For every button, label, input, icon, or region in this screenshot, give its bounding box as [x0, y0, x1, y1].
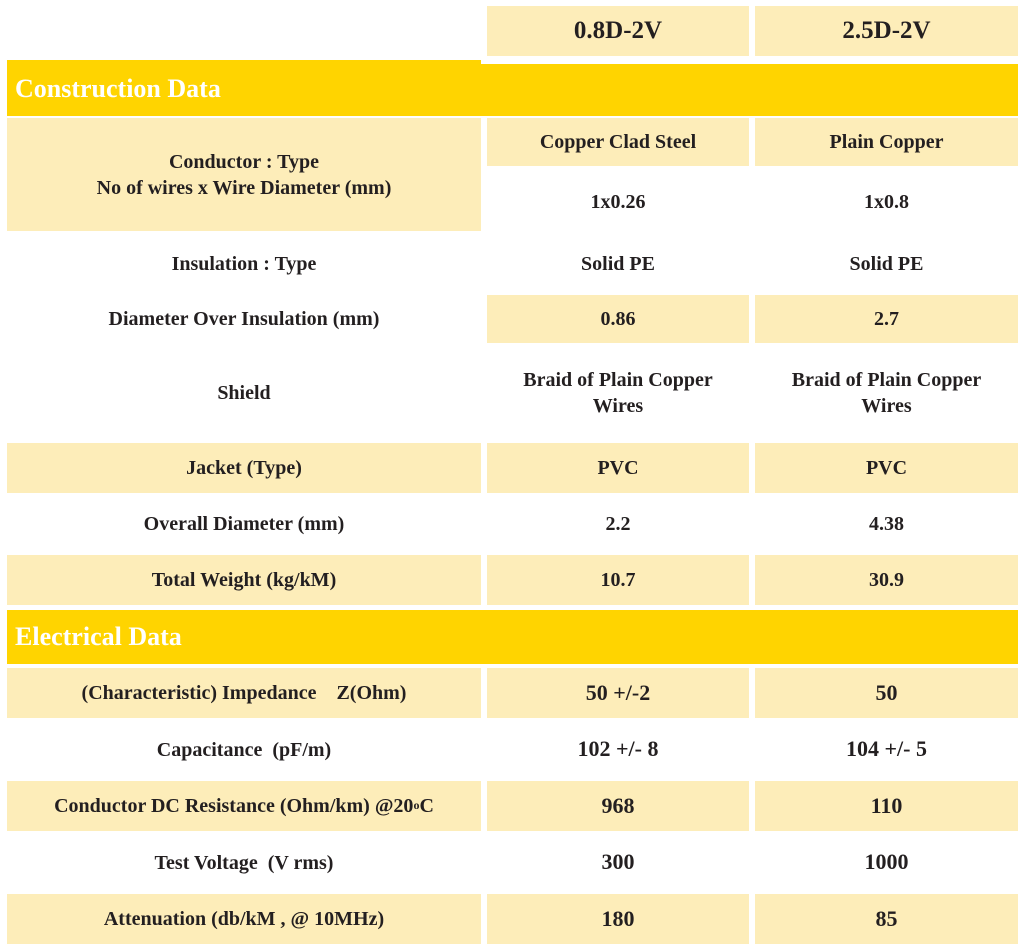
capacitance-2-5d: 104 +/- 5 [846, 736, 927, 762]
total-weight-2-5d: 30.9 [755, 555, 1018, 605]
dc-resistance-0-8d: 968 [487, 781, 749, 831]
construction-section-title: Construction Data [15, 74, 221, 103]
overall-diameter-label: Overall Diameter (mm) [143, 513, 345, 535]
diameter-over-insulation-0-8d: 0.86 [487, 295, 749, 343]
attenuation-0-8d: 180 [487, 894, 749, 944]
dc-resistance-2-5d: 110 [755, 781, 1018, 831]
test-voltage-0-8d: 300 [601, 849, 635, 875]
dc-resistance-label-text: Conductor DC Resistance (Ohm/km) @20 [54, 795, 414, 817]
shield-2-5d: Braid of Plain Copper Wires [791, 369, 982, 417]
dc-resistance-label [7, 781, 481, 831]
conductor-label: Conductor : Type No of wires x Wire Diameter (mm) [7, 118, 481, 231]
test-voltage-label: Test Voltage (V rms) [154, 851, 334, 874]
wire-diameter-0-8d: 1x0.26 [590, 190, 646, 213]
impedance-2-5d: 50 [755, 668, 1018, 718]
attenuation-2-5d: 85 [755, 894, 1018, 944]
conductor-type-0-8d: Copper Clad Steel [487, 118, 749, 166]
jacket-2-5d: PVC [755, 443, 1018, 493]
attenuation-label: Attenuation (db/kM , @ 10MHz) [7, 894, 481, 944]
jacket-label: Jacket (Type) [7, 443, 481, 493]
capacitance-label: Capacitance (pF/m) [156, 738, 332, 761]
diameter-over-insulation-2-5d: 2.7 [755, 295, 1018, 343]
shield-0-8d: Braid of Plain Copper Wires [523, 369, 713, 417]
wire-diameter-2-5d: 1x0.8 [864, 190, 909, 213]
insulation-type-0-8d: Solid PE [581, 253, 655, 275]
impedance-label: (Characteristic) Impedance Z(Ohm) [7, 668, 481, 718]
total-weight-label: Total Weight (kg/kM) [7, 555, 481, 605]
column-header-0-8d-2v: 0.8D-2V [487, 6, 749, 56]
electrical-section-title: Electrical Data [15, 622, 182, 651]
overall-diameter-2-5d: 4.38 [869, 513, 904, 535]
diameter-over-insulation-label: Diameter Over Insulation (mm) [108, 308, 380, 330]
impedance-0-8d: 50 +/-2 [487, 668, 749, 718]
test-voltage-2-5d: 1000 [864, 849, 909, 875]
conductor-type-2-5d: Plain Copper [755, 118, 1018, 166]
jacket-0-8d: PVC [487, 443, 749, 493]
degree-symbol: o [413, 798, 420, 813]
total-weight-0-8d: 10.7 [487, 555, 749, 605]
shield-label: Shield [217, 382, 271, 404]
capacitance-0-8d: 102 +/- 8 [577, 736, 659, 762]
dc-resistance-label-unit: C [419, 795, 434, 817]
column-header-2-5d-2v: 2.5D-2V [755, 6, 1018, 56]
overall-diameter-0-8d: 2.2 [605, 513, 631, 535]
insulation-type-label: Insulation : Type [171, 253, 317, 275]
insulation-type-2-5d: Solid PE [849, 253, 924, 275]
construction-section-band-right [481, 64, 1018, 116]
